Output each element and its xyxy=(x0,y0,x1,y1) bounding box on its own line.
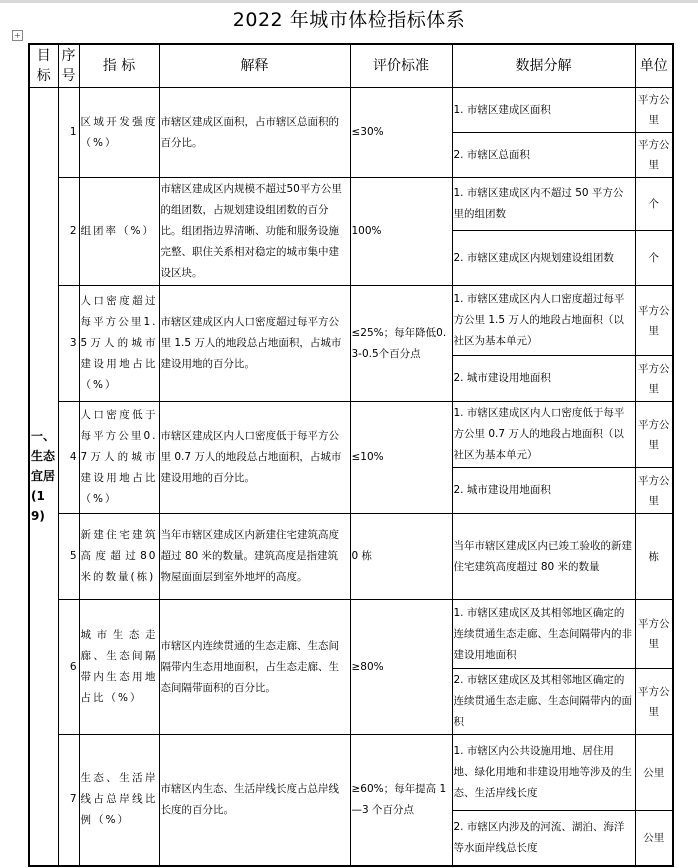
unit-cell: 平方公里 xyxy=(635,669,673,735)
explain-cell: 市辖区建成区面积，占市辖区总面积的百分比。 xyxy=(159,88,350,178)
indicator-cell: 城市生态走廊、生态间隔带内生态用地占比（%） xyxy=(79,600,159,735)
breakdown-cell: 1. 市辖区建成区内人口密度低于每平方公里 0.7 万人的地段占地面积（以社区为基本单元） xyxy=(452,402,635,468)
indicator-cell: 人口密度超过每平方公里1.5万人的城市建设用地占比（%） xyxy=(79,286,159,402)
table-row xyxy=(29,402,673,468)
unit-cell: 平方公里 xyxy=(635,356,673,402)
unit-cell: 平方公里 xyxy=(635,133,673,178)
indicator-cell: 区域开发强度（%） xyxy=(79,88,159,178)
header-seq: 序号 xyxy=(58,44,79,88)
breakdown-cell: 2. 市辖区内涉及的河流、湖泊、海洋等水面岸线总长度 xyxy=(452,811,635,866)
unit-cell: 平方公里 xyxy=(635,402,673,468)
goal-cell: 一、生态宜居(19) xyxy=(29,88,58,866)
breakdown-cell: 2. 城市建设用地面积 xyxy=(452,468,635,514)
breakdown-cell: 1. 市辖区建成区内人口密度超过每平方公里 1.5 万人的地段占地面积（以社区为基本单元） xyxy=(452,286,635,356)
header-goal: 目标 xyxy=(29,44,58,88)
seq-cell: 4 xyxy=(58,402,79,514)
explain-cell: 市辖区建成区内人口密度超过每平方公里 1.5 万人的地段总占地面积，占城市建设用地的百分比。 xyxy=(159,286,350,402)
breakdown-cell: 2. 城市建设用地面积 xyxy=(452,356,635,402)
seq-cell: 7 xyxy=(58,735,79,866)
unit-cell: 个 xyxy=(635,231,673,286)
unit-cell: 平方公里 xyxy=(635,468,673,514)
seq-cell: 5 xyxy=(58,514,79,600)
header-standard: 评价标准 xyxy=(350,44,452,88)
indicator-cell: 生态、生活岸线占总岸线比例（%） xyxy=(79,735,159,866)
seq-cell: 1 xyxy=(58,88,79,178)
standard-cell: ≥80% xyxy=(350,600,452,735)
unit-cell: 平方公里 xyxy=(635,600,673,669)
explain-cell: 市辖区建成区内规模不超过50平方公里的组团数，占规划建设组团数的百分比。组团指边界清晰、功能和服务设施完整、职住关系相对稳定的城市集中建设区块。 xyxy=(159,178,350,286)
explain-cell: 市辖区内生态、生活岸线长度占总岸线长度的百分比。 xyxy=(159,735,350,866)
table-move-handle-icon[interactable]: + xyxy=(12,30,23,41)
header-explain: 解释 xyxy=(159,44,350,88)
header-indicator: 指 标 xyxy=(79,44,159,88)
table-row xyxy=(29,178,673,231)
table-row xyxy=(29,286,673,356)
table-row xyxy=(29,735,673,811)
breakdown-cell: 1. 市辖区建成区内不超过 50 平方公里的组团数 xyxy=(452,178,635,231)
table-row xyxy=(29,88,673,133)
seq-cell: 3 xyxy=(58,286,79,402)
header-unit: 单位 xyxy=(635,44,673,88)
explain-cell: 当年市辖区建成区内新建住宅建筑高度超过 80 米的数量。建筑高度是指建筑物屋面面层到室外地坪的高度。 xyxy=(159,514,350,600)
explain-cell: 市辖区建成区内人口密度低于每平方公里 0.7 万人的地段总占地面积，占城市建设用地的百分比。 xyxy=(159,402,350,514)
breakdown-cell: 当年市辖区建成区内已竣工验收的新建住宅建筑高度超过 80 米的数量 xyxy=(452,514,635,600)
standard-cell: 100% xyxy=(350,178,452,286)
unit-cell: 个 xyxy=(635,178,673,231)
breakdown-cell: 1. 市辖区建成区面积 xyxy=(452,88,635,133)
page-title: 2022 年城市体检指标体系 xyxy=(232,9,466,31)
indicator-cell: 人口密度低于每平方公里0.7万人的城市建设用地占比（%） xyxy=(79,402,159,514)
standard-cell: 0 栋 xyxy=(350,514,452,600)
unit-cell: 公里 xyxy=(635,811,673,866)
standard-cell: ≤30% xyxy=(350,88,452,178)
seq-cell: 6 xyxy=(58,600,79,735)
standard-cell: ≥60%；每年提高 1—3 个百分点 xyxy=(350,735,452,866)
table-row xyxy=(29,514,673,600)
unit-cell: 栋 xyxy=(635,514,673,600)
breakdown-cell: 2. 市辖区建成区及其相邻地区确定的连续贯通生态走廊、生态间隔带内的面积 xyxy=(452,669,635,735)
breakdown-cell: 1. 市辖区建成区及其相邻地区确定的连续贯通生态走廊、生态间隔带内的非建设用地面积 xyxy=(452,600,635,669)
header-row xyxy=(29,44,673,88)
header-breakdown: 数据分解 xyxy=(452,44,635,88)
indicator-table xyxy=(28,43,674,867)
seq-cell: 2 xyxy=(58,178,79,286)
unit-cell: 平方公里 xyxy=(635,88,673,133)
indicator-cell: 组团率（%） xyxy=(79,178,159,286)
standard-cell: ≤25%；每年降低0.3-0.5个百分点 xyxy=(350,286,452,402)
indicator-cell: 新建住宅建筑高度超过80 米的数量(栋) xyxy=(79,514,159,600)
breakdown-cell: 2. 市辖区总面积 xyxy=(452,133,635,178)
explain-cell: 市辖区内连续贯通的生态走廊、生态间隔带内生态用地面积，占生态走廊、生态间隔带面积的百分比。 xyxy=(159,600,350,735)
breakdown-cell: 1. 市辖区内公共设施用地、居住用地、绿化用地和非建设用地等涉及的生态、生活岸线长度 xyxy=(452,735,635,811)
standard-cell: ≤10% xyxy=(350,402,452,514)
table-row xyxy=(29,600,673,669)
breakdown-cell: 2. 市辖区建成区内规划建设组团数 xyxy=(452,231,635,286)
top-border xyxy=(0,0,698,3)
unit-cell: 平方公里 xyxy=(635,286,673,356)
unit-cell: 公里 xyxy=(635,735,673,811)
